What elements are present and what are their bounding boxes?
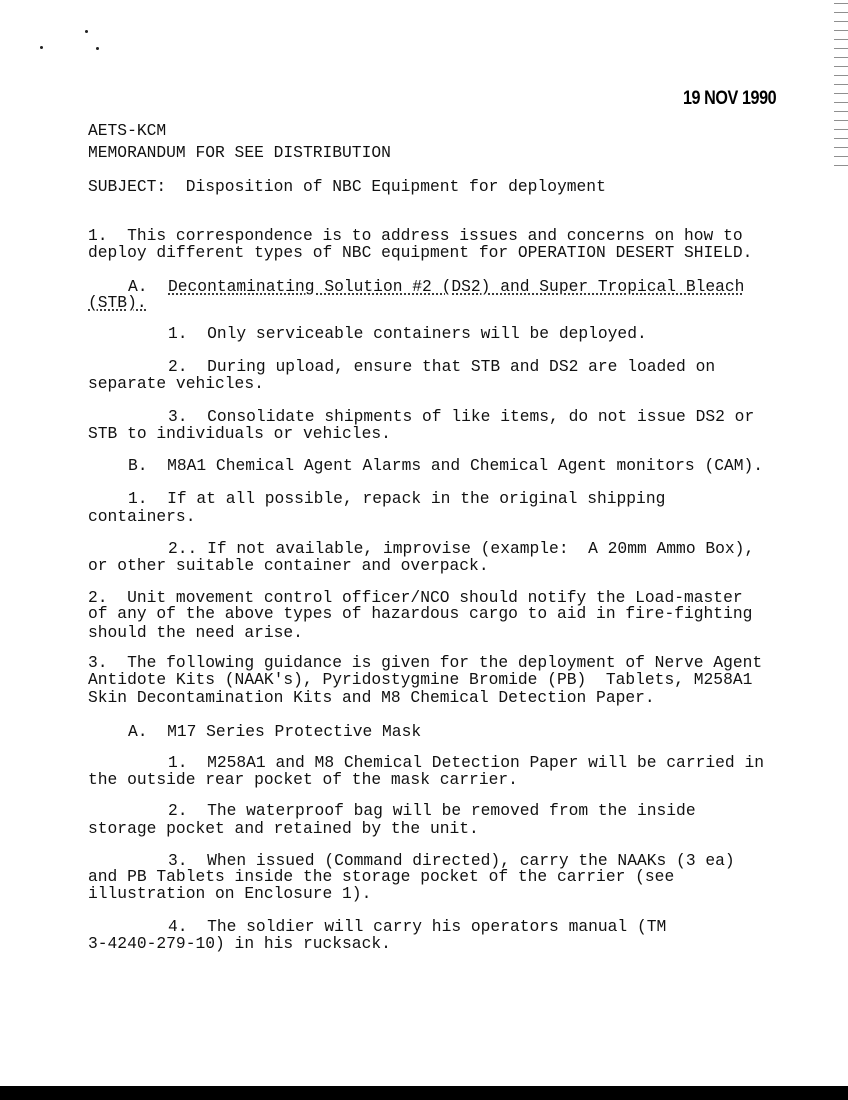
office-symbol: AETS-KCM	[88, 121, 167, 140]
paragraph-line: 3. The following guidance is given for the deployment of Nerve Agent	[88, 653, 763, 672]
paragraph-line: 2. The waterproof bag will be removed from the inside	[168, 801, 696, 820]
paragraph-line: of any of the above types of hazardous cargo to aid in fire-fighting	[88, 604, 753, 623]
paragraph-line: 4. The soldier will carry his operators manual (TM	[168, 917, 667, 936]
section-letter: A.	[128, 277, 148, 296]
memo-line: MEMORANDUM FOR SEE DISTRIBUTION	[88, 143, 391, 162]
paragraph-line: 1. This correspondence is to address issues and concerns on how to	[88, 226, 743, 245]
scan-speck	[40, 46, 43, 49]
paragraph-line: storage pocket and retained by the unit.	[88, 819, 479, 838]
paragraph-line: STB to individuals or vehicles.	[88, 424, 391, 443]
paragraph-line: 2.. If not available, improvise (example: A 20mm Ammo Box),	[168, 539, 755, 558]
paragraph-line: 2. During upload, ensure that STB and DS2 are loaded on	[168, 357, 716, 376]
paragraph-line: 1. If at all possible, repack in the original shipping	[128, 489, 666, 508]
paragraph-line: separate vehicles.	[88, 374, 264, 393]
paragraph-line: and PB Tablets inside the storage pocket of the carrier (see	[88, 867, 675, 886]
scan-bottom-border	[0, 1086, 848, 1100]
scan-speck	[96, 47, 99, 50]
paragraph-line: 1. M258A1 and M8 Chemical Detection Paper will be carried in	[168, 753, 764, 772]
paragraph-line: Antidote Kits (NAAK's), Pyridostygmine Bromide (PB) Tablets, M258A1	[88, 670, 753, 689]
paragraph-line: 3-4240-279-10) in his rucksack.	[88, 934, 391, 953]
subject-line	[88, 178, 606, 196]
section-heading: A. M17 Series Protective Mask	[128, 722, 422, 741]
paragraph-line: the outside rear pocket of the mask carrier.	[88, 770, 518, 789]
paragraph-line: 3. When issued (Command directed), carry the NAAKs (3 ea)	[168, 851, 735, 870]
section-heading: B. M8A1 Chemical Agent Alarms and Chemical Agent monitors (CAM).	[128, 456, 764, 475]
section-heading: (STB).	[88, 293, 147, 312]
paragraph-line: or other suitable container and overpack.	[88, 556, 489, 575]
paragraph-line: illustration on Enclosure 1).	[88, 884, 372, 903]
paragraph-line: 1. Only serviceable containers will be deployed.	[168, 324, 647, 343]
subject-text: Disposition of NBC Equipment for deployment	[185, 177, 606, 196]
paragraph-line: 3. Consolidate shipments of like items, do not issue DS2 or	[168, 407, 755, 426]
paragraph-line: deploy different types of NBC equipment for OPERATION DESERT SHIELD.	[88, 243, 753, 262]
date-stamp: 19 NOV 1990	[683, 88, 777, 109]
paragraph-line: 2. Unit movement control officer/NCO should notify the Load-master	[88, 588, 743, 607]
scan-edge-artifact	[834, 0, 848, 170]
paragraph-line: containers.	[88, 507, 196, 526]
section-heading: Decontaminating Solution #2 (DS2) and Super Tropical Bleach	[168, 277, 745, 296]
scan-speck	[85, 30, 88, 33]
paragraph-line: Skin Decontamination Kits and M8 Chemical Detection Paper.	[88, 688, 655, 707]
subject-label: SUBJECT:	[88, 177, 167, 196]
paragraph-line: should the need arise.	[88, 623, 303, 642]
